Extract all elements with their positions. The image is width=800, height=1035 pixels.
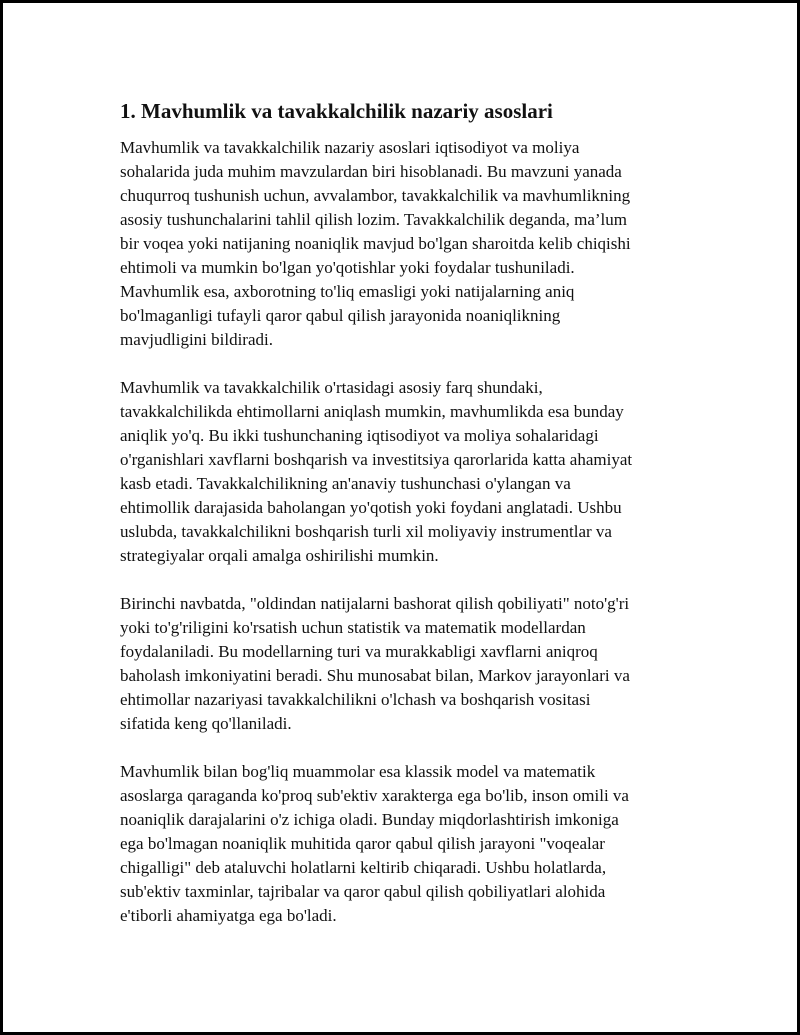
paragraph-1: Mavhumlik va tavakkalchilik nazariy asoslari iqtisodiyot va moliya sohalarida juda muhim mavzulardan biri hisoblanadi. Bu mavzuni yanada chuqurroq tushunish uchun, avvalambor, tavakkalchilik va mavhumlikning asosiy tushunchalarini tahlil qilish lozim. Tavakkalchilik deganda, ma’lum bir voqea yoki natijaning noaniqlik mavjud bo'lgan sharoitda kelib chiqishi ehtimoli va mumkin bo'lgan yo'qotishlar yoki foydalar tushuniladi. Mavhumlik esa, axborotning to'liq emasligi yoki natijalarning aniq bo'lmaganligi tufayli qaror qabul qilish jarayonida noaniqlikning mavjudligini bildiradi. — [120, 138, 631, 349]
section-heading: 1. Mavhumlik va tavakkalchilik nazariy asoslari — [120, 99, 553, 123]
paragraph-2: Mavhumlik va tavakkalchilik o'rtasidagi asosiy farq shundaki, tavakkalchilikda ehtimollarni aniqlash mumkin, mavhumlikda esa bunday aniqlik yo'q. Bu ikki tushunchaning iqtisodiyot va moliya sohalaridagi o'rganishlari xavflarni boshqarish va investitsiya qarorlarida katta ahamiyat kasb etadi. Tavakkalchilikning an'anaviy tushunchasi o'ylangan va ehtimollik darajasida baholangan yo'qotish yoki foydani anglatadi. Ushbu uslubda, tavakkalchilikni boshqarish turli xil moliyaviy instrumentlar va strategiyalar orqali amalga oshirilishi mumkin. — [120, 378, 633, 565]
document-body — [120, 98, 690, 928]
paragraph-3: Birinchi navbatda, "oldindan natijalarni bashorat qilish qobiliyati" noto'g'ri yoki to'g'riligini ko'rsatish uchun statistik va matematik modellardan foydalaniladi. Bu modellarning turi va murakkabligi xavflarni aniqroq baholash imkoniyatini beradi. Shu munosabat bilan, Markov jarayonlari va ehtimollar nazariyasi tavakkalchilikni o'lchash va boshqarish vositasi sifatida keng qo'llaniladi. — [120, 594, 630, 733]
paragraph-4: Mavhumlik bilan bog'liq muammolar esa klassik model va matematik asoslarga qaraganda ko'proq sub'ektiv xarakterga ega bo'lib, inson omili va noaniqlik darajalarini o'z ichiga oladi. Bunday miqdorlashtirish imkoniga ega bo'lmagan noaniqlik muhitida qaror qabul qilish jarayoni "voqealar chigalligi" deb ataluvchi holatlarni keltirib chiqaradi. Ushbu holatlarda, sub'ektiv taxminlar, tajribalar va qaror qabul qilish qobiliyatlari alohida e'tiborli ahamiyatga ega bo'ladi. — [120, 762, 629, 925]
